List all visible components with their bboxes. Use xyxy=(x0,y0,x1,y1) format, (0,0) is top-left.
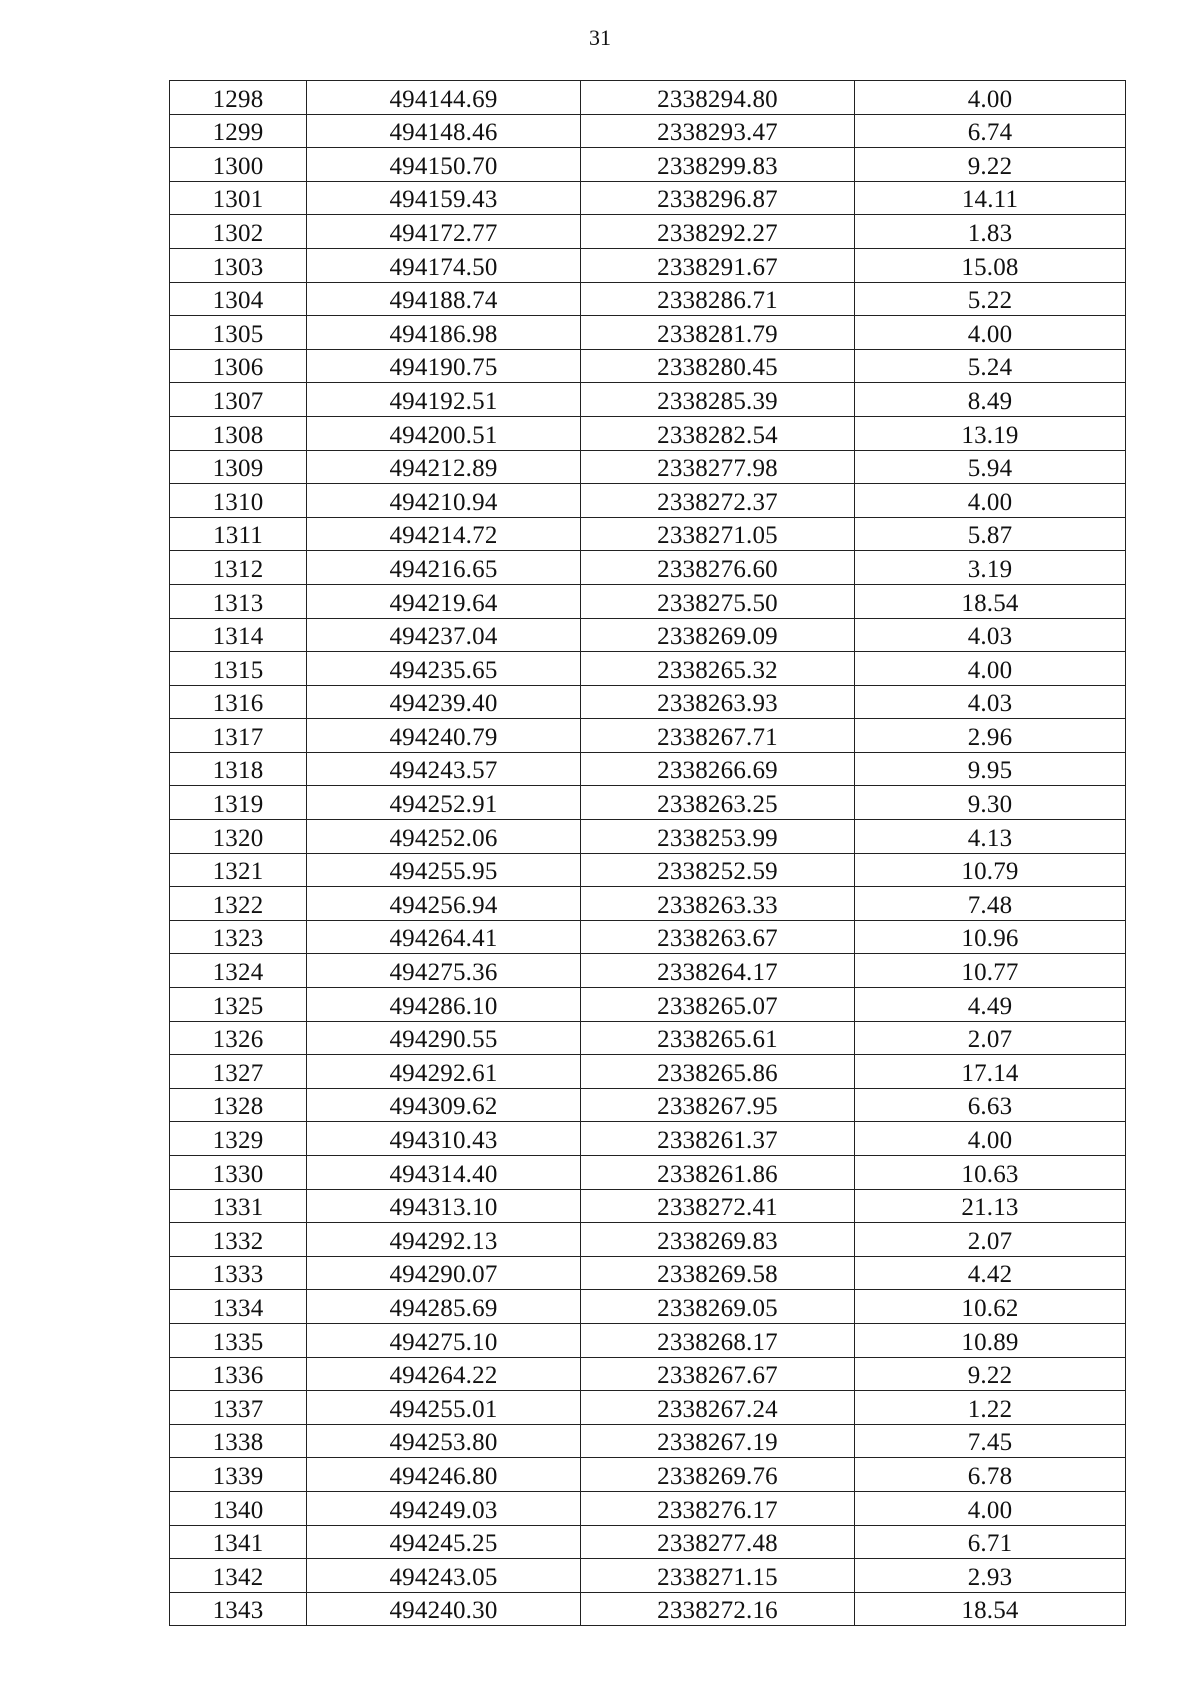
point-number-cell: 1303 xyxy=(170,248,307,282)
y-coordinate-cell: 2338294.80 xyxy=(581,81,855,115)
y-coordinate-cell: 2338277.98 xyxy=(581,450,855,484)
x-coordinate-cell: 494216.65 xyxy=(307,551,581,585)
y-coordinate-cell: 2338267.67 xyxy=(581,1357,855,1391)
point-number-cell: 1334 xyxy=(170,1290,307,1324)
x-coordinate-cell: 494192.51 xyxy=(307,383,581,417)
x-coordinate-cell: 494292.13 xyxy=(307,1223,581,1257)
distance-cell: 14.11 xyxy=(855,181,1126,215)
distance-cell: 4.42 xyxy=(855,1256,1126,1290)
x-coordinate-cell: 494148.46 xyxy=(307,114,581,148)
y-coordinate-cell: 2338265.61 xyxy=(581,1021,855,1055)
table-row xyxy=(170,1021,1126,1055)
point-number-cell: 1323 xyxy=(170,920,307,954)
point-number-cell: 1341 xyxy=(170,1525,307,1559)
x-coordinate-cell: 494309.62 xyxy=(307,1088,581,1122)
y-coordinate-cell: 2338281.79 xyxy=(581,316,855,350)
table-row xyxy=(170,652,1126,686)
distance-cell: 4.13 xyxy=(855,820,1126,854)
point-number-cell: 1328 xyxy=(170,1088,307,1122)
y-coordinate-cell: 2338261.37 xyxy=(581,1122,855,1156)
y-coordinate-cell: 2338276.17 xyxy=(581,1491,855,1525)
table-row xyxy=(170,584,1126,618)
x-coordinate-cell: 494172.77 xyxy=(307,215,581,249)
distance-cell: 18.54 xyxy=(855,1592,1126,1626)
x-coordinate-cell: 494249.03 xyxy=(307,1491,581,1525)
point-number-cell: 1332 xyxy=(170,1223,307,1257)
x-coordinate-cell: 494188.74 xyxy=(307,282,581,316)
table-row xyxy=(170,248,1126,282)
distance-cell: 4.00 xyxy=(855,1122,1126,1156)
y-coordinate-cell: 2338264.17 xyxy=(581,954,855,988)
x-coordinate-cell: 494253.80 xyxy=(307,1424,581,1458)
distance-cell: 4.00 xyxy=(855,652,1126,686)
x-coordinate-cell: 494285.69 xyxy=(307,1290,581,1324)
point-number-cell: 1308 xyxy=(170,416,307,450)
point-number-cell: 1304 xyxy=(170,282,307,316)
distance-cell: 7.45 xyxy=(855,1424,1126,1458)
x-coordinate-cell: 494243.05 xyxy=(307,1559,581,1593)
point-number-cell: 1314 xyxy=(170,618,307,652)
distance-cell: 4.00 xyxy=(855,81,1126,115)
y-coordinate-cell: 2338269.09 xyxy=(581,618,855,652)
y-coordinate-cell: 2338276.60 xyxy=(581,551,855,585)
y-coordinate-cell: 2338291.67 xyxy=(581,248,855,282)
x-coordinate-cell: 494240.79 xyxy=(307,719,581,753)
distance-cell: 6.74 xyxy=(855,114,1126,148)
x-coordinate-cell: 494237.04 xyxy=(307,618,581,652)
point-number-cell: 1298 xyxy=(170,81,307,115)
y-coordinate-cell: 2338272.16 xyxy=(581,1592,855,1626)
y-coordinate-cell: 2338286.71 xyxy=(581,282,855,316)
y-coordinate-cell: 2338252.59 xyxy=(581,853,855,887)
table-row xyxy=(170,148,1126,182)
table-row xyxy=(170,752,1126,786)
page-number: 31 xyxy=(589,25,611,50)
x-coordinate-cell: 494264.41 xyxy=(307,920,581,954)
distance-cell: 5.94 xyxy=(855,450,1126,484)
point-number-cell: 1329 xyxy=(170,1122,307,1156)
point-number-cell: 1340 xyxy=(170,1491,307,1525)
y-coordinate-cell: 2338253.99 xyxy=(581,820,855,854)
distance-cell: 9.22 xyxy=(855,148,1126,182)
table-row xyxy=(170,517,1126,551)
distance-cell: 4.00 xyxy=(855,1491,1126,1525)
x-coordinate-cell: 494219.64 xyxy=(307,584,581,618)
point-number-cell: 1301 xyxy=(170,181,307,215)
distance-cell: 10.62 xyxy=(855,1290,1126,1324)
distance-cell: 10.96 xyxy=(855,920,1126,954)
distance-cell: 1.22 xyxy=(855,1391,1126,1425)
y-coordinate-cell: 2338293.47 xyxy=(581,114,855,148)
y-coordinate-cell: 2338266.69 xyxy=(581,752,855,786)
point-number-cell: 1335 xyxy=(170,1323,307,1357)
distance-cell: 10.77 xyxy=(855,954,1126,988)
point-number-cell: 1320 xyxy=(170,820,307,854)
y-coordinate-cell: 2338282.54 xyxy=(581,416,855,450)
y-coordinate-cell: 2338275.50 xyxy=(581,584,855,618)
point-number-cell: 1342 xyxy=(170,1559,307,1593)
point-number-cell: 1319 xyxy=(170,786,307,820)
point-number-cell: 1318 xyxy=(170,752,307,786)
y-coordinate-cell: 2338271.05 xyxy=(581,517,855,551)
table-row xyxy=(170,1290,1126,1324)
table-row xyxy=(170,383,1126,417)
distance-cell: 7.48 xyxy=(855,887,1126,921)
x-coordinate-cell: 494190.75 xyxy=(307,349,581,383)
x-coordinate-cell: 494159.43 xyxy=(307,181,581,215)
x-coordinate-cell: 494255.95 xyxy=(307,853,581,887)
point-number-cell: 1317 xyxy=(170,719,307,753)
x-coordinate-cell: 494313.10 xyxy=(307,1189,581,1223)
point-number-cell: 1300 xyxy=(170,148,307,182)
x-coordinate-cell: 494214.72 xyxy=(307,517,581,551)
table-row xyxy=(170,81,1126,115)
table-row xyxy=(170,1592,1126,1626)
table-row xyxy=(170,282,1126,316)
table-row xyxy=(170,1323,1126,1357)
table-row xyxy=(170,1088,1126,1122)
table-row xyxy=(170,316,1126,350)
point-number-cell: 1307 xyxy=(170,383,307,417)
table-row xyxy=(170,114,1126,148)
y-coordinate-cell: 2338271.15 xyxy=(581,1559,855,1593)
y-coordinate-cell: 2338277.48 xyxy=(581,1525,855,1559)
distance-cell: 2.07 xyxy=(855,1223,1126,1257)
point-number-cell: 1321 xyxy=(170,853,307,887)
distance-cell: 2.07 xyxy=(855,1021,1126,1055)
point-number-cell: 1330 xyxy=(170,1156,307,1190)
point-number-cell: 1338 xyxy=(170,1424,307,1458)
x-coordinate-cell: 494150.70 xyxy=(307,148,581,182)
table-row xyxy=(170,1458,1126,1492)
table-row xyxy=(170,450,1126,484)
distance-cell: 13.19 xyxy=(855,416,1126,450)
x-coordinate-cell: 494314.40 xyxy=(307,1156,581,1190)
y-coordinate-cell: 2338265.07 xyxy=(581,988,855,1022)
table-row xyxy=(170,416,1126,450)
point-number-cell: 1333 xyxy=(170,1256,307,1290)
x-coordinate-cell: 494210.94 xyxy=(307,484,581,518)
x-coordinate-cell: 494245.25 xyxy=(307,1525,581,1559)
table-body xyxy=(170,81,1126,1626)
x-coordinate-cell: 494235.65 xyxy=(307,652,581,686)
point-number-cell: 1315 xyxy=(170,652,307,686)
x-coordinate-cell: 494290.07 xyxy=(307,1256,581,1290)
distance-cell: 5.24 xyxy=(855,349,1126,383)
table-row xyxy=(170,1189,1126,1223)
table-row xyxy=(170,215,1126,249)
coordinates-table xyxy=(169,80,1126,1626)
distance-cell: 9.30 xyxy=(855,786,1126,820)
distance-cell: 5.22 xyxy=(855,282,1126,316)
y-coordinate-cell: 2338285.39 xyxy=(581,383,855,417)
distance-cell: 6.71 xyxy=(855,1525,1126,1559)
point-number-cell: 1305 xyxy=(170,316,307,350)
distance-cell: 5.87 xyxy=(855,517,1126,551)
table-row xyxy=(170,988,1126,1022)
table-row xyxy=(170,1156,1126,1190)
x-coordinate-cell: 494292.61 xyxy=(307,1055,581,1089)
x-coordinate-cell: 494290.55 xyxy=(307,1021,581,1055)
point-number-cell: 1324 xyxy=(170,954,307,988)
x-coordinate-cell: 494200.51 xyxy=(307,416,581,450)
x-coordinate-cell: 494275.10 xyxy=(307,1323,581,1357)
y-coordinate-cell: 2338267.24 xyxy=(581,1391,855,1425)
distance-cell: 6.63 xyxy=(855,1088,1126,1122)
distance-cell: 4.03 xyxy=(855,685,1126,719)
y-coordinate-cell: 2338269.58 xyxy=(581,1256,855,1290)
y-coordinate-cell: 2338263.93 xyxy=(581,685,855,719)
distance-cell: 10.79 xyxy=(855,853,1126,887)
point-number-cell: 1299 xyxy=(170,114,307,148)
point-number-cell: 1302 xyxy=(170,215,307,249)
distance-cell: 8.49 xyxy=(855,383,1126,417)
y-coordinate-cell: 2338292.27 xyxy=(581,215,855,249)
table-row xyxy=(170,551,1126,585)
distance-cell: 18.54 xyxy=(855,584,1126,618)
y-coordinate-cell: 2338280.45 xyxy=(581,349,855,383)
y-coordinate-cell: 2338269.76 xyxy=(581,1458,855,1492)
y-coordinate-cell: 2338267.71 xyxy=(581,719,855,753)
x-coordinate-cell: 494243.57 xyxy=(307,752,581,786)
table-row xyxy=(170,853,1126,887)
distance-cell: 17.14 xyxy=(855,1055,1126,1089)
table-row xyxy=(170,618,1126,652)
table-row xyxy=(170,1357,1126,1391)
point-number-cell: 1312 xyxy=(170,551,307,585)
x-coordinate-cell: 494252.06 xyxy=(307,820,581,854)
point-number-cell: 1336 xyxy=(170,1357,307,1391)
point-number-cell: 1331 xyxy=(170,1189,307,1223)
x-coordinate-cell: 494255.01 xyxy=(307,1391,581,1425)
point-number-cell: 1309 xyxy=(170,450,307,484)
distance-cell: 10.89 xyxy=(855,1323,1126,1357)
x-coordinate-cell: 494264.22 xyxy=(307,1357,581,1391)
point-number-cell: 1325 xyxy=(170,988,307,1022)
y-coordinate-cell: 2338296.87 xyxy=(581,181,855,215)
distance-cell: 3.19 xyxy=(855,551,1126,585)
distance-cell: 9.22 xyxy=(855,1357,1126,1391)
table-row xyxy=(170,1055,1126,1089)
y-coordinate-cell: 2338268.17 xyxy=(581,1323,855,1357)
point-number-cell: 1337 xyxy=(170,1391,307,1425)
x-coordinate-cell: 494240.30 xyxy=(307,1592,581,1626)
point-number-cell: 1311 xyxy=(170,517,307,551)
y-coordinate-cell: 2338272.37 xyxy=(581,484,855,518)
y-coordinate-cell: 2338263.67 xyxy=(581,920,855,954)
table-row xyxy=(170,349,1126,383)
point-number-cell: 1313 xyxy=(170,584,307,618)
distance-cell: 10.63 xyxy=(855,1156,1126,1190)
distance-cell: 1.83 xyxy=(855,215,1126,249)
point-number-cell: 1306 xyxy=(170,349,307,383)
distance-cell: 6.78 xyxy=(855,1458,1126,1492)
point-number-cell: 1327 xyxy=(170,1055,307,1089)
y-coordinate-cell: 2338261.86 xyxy=(581,1156,855,1190)
table-row xyxy=(170,920,1126,954)
table-row xyxy=(170,1122,1126,1156)
y-coordinate-cell: 2338267.19 xyxy=(581,1424,855,1458)
y-coordinate-cell: 2338269.05 xyxy=(581,1290,855,1324)
x-coordinate-cell: 494310.43 xyxy=(307,1122,581,1156)
x-coordinate-cell: 494275.36 xyxy=(307,954,581,988)
distance-cell: 4.03 xyxy=(855,618,1126,652)
y-coordinate-cell: 2338265.32 xyxy=(581,652,855,686)
table-row xyxy=(170,820,1126,854)
table-row xyxy=(170,1525,1126,1559)
x-coordinate-cell: 494246.80 xyxy=(307,1458,581,1492)
table-row xyxy=(170,1491,1126,1525)
y-coordinate-cell: 2338299.83 xyxy=(581,148,855,182)
x-coordinate-cell: 494256.94 xyxy=(307,887,581,921)
table-row xyxy=(170,719,1126,753)
y-coordinate-cell: 2338263.33 xyxy=(581,887,855,921)
table-row xyxy=(170,685,1126,719)
table-row xyxy=(170,1391,1126,1425)
x-coordinate-cell: 494144.69 xyxy=(307,81,581,115)
table-row xyxy=(170,786,1126,820)
x-coordinate-cell: 494212.89 xyxy=(307,450,581,484)
x-coordinate-cell: 494174.50 xyxy=(307,248,581,282)
distance-cell: 15.08 xyxy=(855,248,1126,282)
point-number-cell: 1343 xyxy=(170,1592,307,1626)
point-number-cell: 1310 xyxy=(170,484,307,518)
point-number-cell: 1322 xyxy=(170,887,307,921)
distance-cell: 4.49 xyxy=(855,988,1126,1022)
table-row xyxy=(170,181,1126,215)
x-coordinate-cell: 494286.10 xyxy=(307,988,581,1022)
table-row xyxy=(170,1223,1126,1257)
y-coordinate-cell: 2338269.83 xyxy=(581,1223,855,1257)
x-coordinate-cell: 494186.98 xyxy=(307,316,581,350)
point-number-cell: 1339 xyxy=(170,1458,307,1492)
point-number-cell: 1326 xyxy=(170,1021,307,1055)
distance-cell: 4.00 xyxy=(855,316,1126,350)
distance-cell: 9.95 xyxy=(855,752,1126,786)
distance-cell: 4.00 xyxy=(855,484,1126,518)
y-coordinate-cell: 2338263.25 xyxy=(581,786,855,820)
table-row xyxy=(170,1424,1126,1458)
x-coordinate-cell: 494252.91 xyxy=(307,786,581,820)
y-coordinate-cell: 2338272.41 xyxy=(581,1189,855,1223)
x-coordinate-cell: 494239.40 xyxy=(307,685,581,719)
table-row xyxy=(170,1256,1126,1290)
y-coordinate-cell: 2338267.95 xyxy=(581,1088,855,1122)
distance-cell: 21.13 xyxy=(855,1189,1126,1223)
distance-cell: 2.96 xyxy=(855,719,1126,753)
point-number-cell: 1316 xyxy=(170,685,307,719)
table-row xyxy=(170,954,1126,988)
table-row xyxy=(170,1559,1126,1593)
y-coordinate-cell: 2338265.86 xyxy=(581,1055,855,1089)
table-row xyxy=(170,887,1126,921)
table-row xyxy=(170,484,1126,518)
distance-cell: 2.93 xyxy=(855,1559,1126,1593)
